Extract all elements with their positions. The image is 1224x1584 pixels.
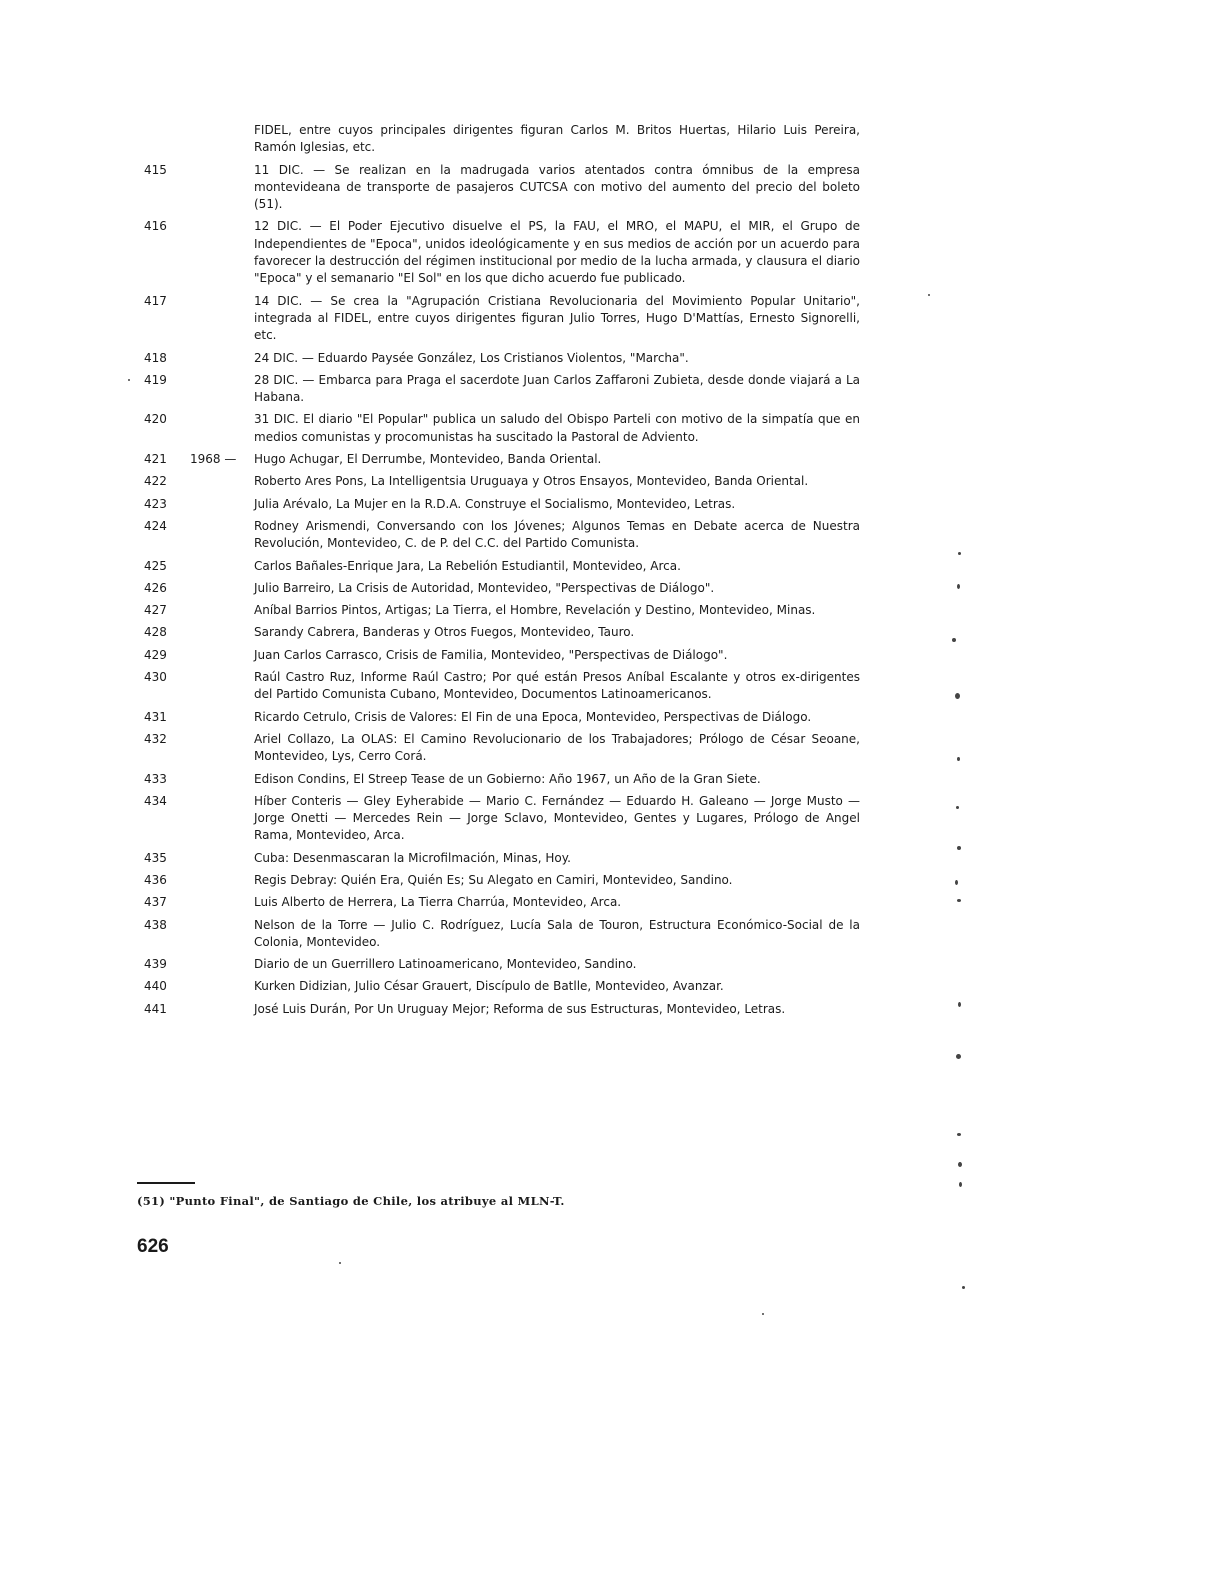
entry-text: 12 DIC. — El Poder Ejecutivo disuelve el PS, la FAU, el MRO, el MAPU, el MIR, el Grupo de Independientes de "Epoca", unidos ideológicamente y en sus medios de acción por un acuerdo para favorecer la destrucción del régimen institucional por medio de la lucha armada, y clausura el diario "Epoca" y el semanario "El Sol" en los que dicho acuerdo fue publicado. <box>254 219 860 286</box>
entry-text: 28 DIC. — Embarca para Praga el sacerdote Juan Carlos Zaffaroni Zubieta, desde donde viajará a La Habana. <box>254 372 860 405</box>
entry-text: Julia Arévalo, La Mujer en la R.D.A. Construye el Socialismo, Montevideo, Letras. <box>254 496 736 511</box>
scan-speck <box>955 693 960 699</box>
entry-text: Diario de un Guerrillero Latinoamericano, Montevideo, Sandino. <box>254 957 637 972</box>
chronology-entry <box>130 451 860 468</box>
entry-text: FIDEL, entre cuyos principales dirigentes figuran Carlos M. Britos Huertas, Hilario Luis Pereira, Ramón Iglesias, etc. <box>254 123 860 155</box>
entry-number: 436 <box>144 872 167 887</box>
entry-number: 438 <box>144 917 167 932</box>
chronology-list <box>130 122 860 1023</box>
scan-speck <box>957 584 960 589</box>
entry-text: Juan Carlos Carrasco, Crisis de Familia, Montevideo, "Perspectivas de Diálogo". <box>254 647 728 662</box>
scan-speck <box>958 1162 962 1167</box>
entry-text: Nelson de la Torre — Julio C. Rodríguez, Lucía Sala de Touron, Estructura Económico-Social de la Colonia, Montevideo. <box>254 917 860 949</box>
chronology-entry <box>130 473 860 490</box>
chronology-entry <box>130 771 860 788</box>
scan-speck <box>128 379 130 381</box>
entry-number: 433 <box>144 771 167 786</box>
footnote-rule <box>137 1182 195 1184</box>
chronology-entry <box>130 602 860 619</box>
scan-speck <box>928 294 930 296</box>
chronology-entry <box>130 411 860 446</box>
chronology-entry <box>130 518 860 553</box>
entry-number: 431 <box>144 709 167 724</box>
chronology-entry <box>130 850 860 867</box>
entry-number: 425 <box>144 558 167 573</box>
entry-text: Ariel Collazo, La OLAS: El Camino Revolucionario de los Trabajadores; Prólogo de César Seoane, Montevideo, Lys, Cerro Corá. <box>254 731 860 764</box>
entry-text: 31 DIC. El diario "El Popular" publica un saludo del Obispo Parteli con motivo de la simpatía que en medios comunistas y procomunistas ha suscitado la Pastoral de Adviento. <box>254 412 860 444</box>
entry-number: 430 <box>144 670 167 685</box>
entry-text: Roberto Ares Pons, La Intelligentsia Uruguaya y Otros Ensayos, Montevideo, Banda Oriental. <box>254 474 809 489</box>
entry-text: Rodney Arismendi, Conversando con los Jóvenes; Algunos Temas en Debate acerca de Nuestra Revolución, Montevideo, C. de P. del C.C. del Partido Comunista. <box>254 518 860 551</box>
entry-number: 427 <box>144 603 167 618</box>
chronology-entry <box>130 669 860 704</box>
entry-text: Raúl Castro Ruz, Informe Raúl Castro; Por qué están Presos Aníbal Escalante y otros ex-dirigentes del Partido Comunista Cubano, Montevideo, Documentos Latinoamericanos. <box>254 670 860 702</box>
entry-text: 11 DIC. — Se realizan en la madrugada varios atentados contra ómnibus de la empresa montevideana de transporte de pasajeros CUTCSA con motivo del aumento del precio del boleto (51). <box>254 162 860 212</box>
chronology-entry <box>130 894 860 911</box>
scan-speck <box>762 1313 764 1315</box>
entry-text: Edison Condins, El Streep Tease de un Gobierno: Año 1967, un Año de la Gran Siete. <box>254 771 761 786</box>
entry-number: 432 <box>144 731 167 746</box>
scan-speck <box>957 899 961 902</box>
entry-number: 418 <box>144 350 167 365</box>
scan-speck <box>958 552 961 555</box>
entry-number: 422 <box>144 474 167 489</box>
chronology-entry <box>130 372 860 407</box>
entry-number: 415 <box>144 162 167 177</box>
entry-number: 424 <box>144 518 167 533</box>
entry-number: 441 <box>144 1001 167 1016</box>
entry-year: 1968 — <box>190 452 237 467</box>
scan-speck <box>339 1262 341 1264</box>
scan-speck <box>958 1002 961 1007</box>
chronology-entry <box>130 580 860 597</box>
entry-number: 419 <box>144 372 167 387</box>
scan-speck <box>955 880 958 885</box>
scan-speck <box>957 757 960 761</box>
chronology-entry <box>130 731 860 766</box>
entry-number: 423 <box>144 496 167 511</box>
entry-text: Julio Barreiro, La Crisis de Autoridad, Montevideo, "Perspectivas de Diálogo". <box>254 580 715 595</box>
entry-text: Kurken Didizian, Julio César Grauert, Discípulo de Batlle, Montevideo, Avanzar. <box>254 979 724 994</box>
chronology-entry <box>130 350 860 367</box>
entry-number: 434 <box>144 793 167 808</box>
entry-text: Regis Debray: Quién Era, Quién Es; Su Alegato en Camiri, Montevideo, Sandino. <box>254 872 733 887</box>
chronology-entry <box>130 1001 860 1018</box>
scan-speck <box>956 806 959 809</box>
entry-number: 417 <box>144 293 167 308</box>
chronology-entry <box>130 558 860 575</box>
chronology-entry <box>130 956 860 973</box>
entry-number: 429 <box>144 647 167 662</box>
entry-text: Aníbal Barrios Pintos, Artigas; La Tierra, el Hombre, Revelación y Destino, Montevideo, Minas. <box>254 603 816 618</box>
scan-speck <box>956 1054 961 1059</box>
chronology-entry <box>130 496 860 513</box>
chronology-entry <box>130 647 860 664</box>
entry-text: Ricardo Cetrulo, Crisis de Valores: El Fin de una Epoca, Montevideo, Perspectivas de Diálogo. <box>254 709 812 724</box>
entry-text: Sarandy Cabrera, Banderas y Otros Fuegos, Montevideo, Tauro. <box>254 625 635 640</box>
footnote: (51) "Punto Final", de Santiago de Chile, los atribuye al MLN-T. <box>137 1194 565 1208</box>
entry-number: 420 <box>144 412 167 427</box>
chronology-entry <box>130 293 860 345</box>
entry-number: 435 <box>144 850 167 865</box>
scan-speck <box>957 1133 961 1136</box>
scan-speck <box>957 846 961 850</box>
entry-number: 439 <box>144 957 167 972</box>
entry-number: 437 <box>144 895 167 910</box>
chronology-entry <box>130 218 860 287</box>
chronology-entry <box>130 793 860 845</box>
entry-text: Cuba: Desenmascaran la Microfilmación, Minas, Hoy. <box>254 850 571 865</box>
entry-text: 24 DIC. — Eduardo Paysée González, Los Cristianos Violentos, "Marcha". <box>254 350 689 365</box>
chronology-entry <box>130 872 860 889</box>
chronology-entry <box>130 917 860 952</box>
scan-speck <box>959 1182 962 1187</box>
entry-number: 421 <box>144 452 167 467</box>
page-number: 626 <box>137 1236 169 1257</box>
chronology-entry <box>130 162 860 214</box>
chronology-entry <box>130 709 860 726</box>
entry-text: Híber Conteris — Gley Eyherabide — Mario C. Fernández — Eduardo H. Galeano — Jorge Musto — Jorge Onetti — Mercedes Rein — Jorge Sclavo, Montevideo, Gentes y Lugares, Prólogo de Angel Rama, Montevideo, Arca. <box>254 793 860 843</box>
scan-speck <box>962 1286 965 1289</box>
entry-number: 426 <box>144 580 167 595</box>
entry-number: 428 <box>144 625 167 640</box>
entry-text: Carlos Bañales-Enrique Jara, La Rebelión Estudiantil, Montevideo, Arca. <box>254 558 681 573</box>
entry-text: José Luis Durán, Por Un Uruguay Mejor; Reforma de sus Estructuras, Montevideo, Letras. <box>254 1001 786 1016</box>
entry-text: Luis Alberto de Herrera, La Tierra Charrúa, Montevideo, Arca. <box>254 895 622 910</box>
entry-text: 14 DIC. — Se crea la "Agrupación Cristiana Revolucionaria del Movimiento Popular Unitario", integrada al FIDEL, entre cuyos dirigentes figuran Julio Torres, Hugo D'Mattías, Ernesto Signorelli, etc. <box>254 293 860 343</box>
chronology-entry <box>130 624 860 641</box>
scan-speck <box>952 638 956 642</box>
entry-number: 416 <box>144 219 167 234</box>
chronology-entry <box>130 978 860 995</box>
chronology-entry <box>130 122 860 157</box>
entry-text: Hugo Achugar, El Derrumbe, Montevideo, Banda Oriental. <box>254 452 602 467</box>
entry-number: 440 <box>144 979 167 994</box>
